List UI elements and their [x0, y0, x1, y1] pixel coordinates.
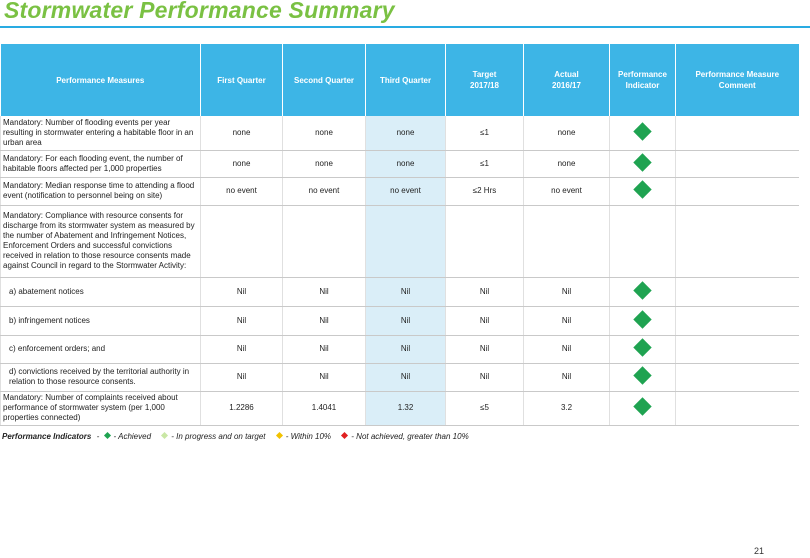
q2-cell: none [283, 150, 366, 177]
header-target-line1: Target [472, 70, 497, 79]
comment-cell [676, 150, 799, 177]
table-row [1, 205, 799, 277]
table-row [1, 306, 799, 335]
actual-cell: no event [524, 177, 610, 205]
table-row [1, 363, 799, 391]
target-cell: ≤1 [446, 116, 524, 150]
q3-cell [366, 205, 446, 277]
q2-cell: Nil [283, 306, 366, 335]
actual-cell: none [524, 150, 610, 177]
measure-cell: b) infringement notices [1, 306, 201, 335]
achieved-diamond-icon [633, 397, 651, 415]
table-row [1, 116, 799, 150]
q1-cell: Nil [201, 306, 283, 335]
q2-cell: Nil [283, 335, 366, 363]
achieved-diamond-icon [633, 153, 651, 171]
q2-cell: Nil [283, 363, 366, 391]
header-row [1, 44, 799, 116]
comment-cell [676, 277, 799, 306]
indicator-cell [610, 306, 676, 335]
legend-item [102, 432, 152, 441]
q3-cell: Nil [366, 335, 446, 363]
measure-cell: Mandatory: Median response time to attending a flood event (notification to personnel being on site) [1, 177, 201, 205]
target-cell: Nil [446, 363, 524, 391]
q3-cell: Nil [366, 363, 446, 391]
legend-item-text: - Within 10% [285, 432, 332, 441]
achieved-diamond-icon [633, 366, 651, 384]
q1-cell: none [201, 116, 283, 150]
q2-cell [283, 205, 366, 277]
page-number: 21 [754, 546, 765, 556]
target-cell [446, 205, 524, 277]
q3-cell: none [366, 150, 446, 177]
measure-cell: Mandatory: Number of flooding events per year resulting in stormwater entering a habitable floor in an urban area [1, 116, 201, 150]
q1-cell: Nil [201, 335, 283, 363]
target-cell: ≤1 [446, 150, 524, 177]
achieved-diamond-icon [103, 432, 110, 439]
comment-cell [676, 116, 799, 150]
performance-legend [2, 432, 475, 441]
measure-cell: Mandatory: Number of complaints received about performance of stormwater system (per 1,000 properties connected) [1, 391, 201, 425]
legend-item [274, 432, 331, 441]
header-target [446, 44, 524, 116]
legend-item [159, 432, 265, 441]
q1-cell: Nil [201, 277, 283, 306]
legend-item [339, 432, 468, 441]
header-comment-line2: Comment [718, 81, 756, 90]
comment-cell [676, 306, 799, 335]
q2-cell: no event [283, 177, 366, 205]
actual-cell: Nil [524, 363, 610, 391]
actual-cell: 3.2 [524, 391, 610, 425]
q3-cell: none [366, 116, 446, 150]
achieved-diamond-icon [633, 281, 651, 299]
legend-dash: - [96, 432, 100, 441]
measure-cell: Mandatory: For each flooding event, the number of habitable floors affected per 1,000 properties [1, 150, 201, 177]
indicator-cell [610, 177, 676, 205]
header-q1: First Quarter [201, 44, 283, 116]
measure-cell: Mandatory: Compliance with resource consents for discharge from its stormwater system as measured by the number of Abatement and Infringement Notices, Enforcement Orders and successful convictions received in relation to those resource consents made against Council in regard to the Stormwater Activity: [1, 205, 201, 277]
achieved-diamond-icon [633, 122, 651, 140]
indicator-cell [610, 363, 676, 391]
target-cell: Nil [446, 335, 524, 363]
table-row [1, 150, 799, 177]
indicator-cell [610, 277, 676, 306]
header-actual [524, 44, 610, 116]
actual-cell: Nil [524, 306, 610, 335]
within-10-diamond-icon [276, 432, 283, 439]
header-actual-line2: 2016/17 [552, 81, 581, 90]
actual-cell: Nil [524, 277, 610, 306]
header-comment-line1: Performance Measure [695, 70, 780, 79]
header-indicator [610, 44, 676, 116]
header-indicator-line2: Indicator [625, 81, 660, 90]
header-q3: Third Quarter [366, 44, 446, 116]
comment-cell [676, 391, 799, 425]
indicator-cell [610, 391, 676, 425]
target-cell: ≤2 Hrs [446, 177, 524, 205]
q3-cell: Nil [366, 306, 446, 335]
q2-cell: Nil [283, 277, 366, 306]
measure-cell: a) abatement notices [1, 277, 201, 306]
actual-cell: Nil [524, 335, 610, 363]
measure-cell: c) enforcement orders; and [1, 335, 201, 363]
indicator-cell [610, 150, 676, 177]
q1-cell: none [201, 150, 283, 177]
legend-item-text: - Not achieved, greater than 10% [351, 432, 469, 441]
indicator-cell [610, 116, 676, 150]
target-cell: Nil [446, 277, 524, 306]
legend-label: Performance Indicators [2, 432, 92, 441]
q2-cell: 1.4041 [283, 391, 366, 425]
page-title: Stormwater Performance Summary [4, 0, 395, 23]
actual-cell: none [524, 116, 610, 150]
achieved-diamond-icon [633, 310, 651, 328]
table-row [1, 177, 799, 205]
table-row [1, 391, 799, 425]
table-row [1, 277, 799, 306]
header-q2: Second Quarter [283, 44, 366, 116]
header-comment [676, 44, 799, 116]
q1-cell: 1.2286 [201, 391, 283, 425]
legend-item-text: - In progress and on target [171, 432, 266, 441]
achieved-diamond-icon [633, 338, 651, 356]
q2-cell: none [283, 116, 366, 150]
performance-table [0, 44, 799, 426]
q1-cell [201, 205, 283, 277]
not-achieved-diamond-icon [341, 432, 348, 439]
comment-cell [676, 363, 799, 391]
legend-item-text: - Achieved [113, 432, 152, 441]
target-cell: Nil [446, 306, 524, 335]
comment-cell [676, 205, 799, 277]
header-target-line2: 2017/18 [470, 81, 499, 90]
target-cell: ≤5 [446, 391, 524, 425]
q1-cell: no event [201, 177, 283, 205]
comment-cell [676, 177, 799, 205]
header-actual-line1: Actual [554, 70, 579, 79]
q1-cell: Nil [201, 363, 283, 391]
indicator-cell [610, 205, 676, 277]
q3-cell: no event [366, 177, 446, 205]
achieved-diamond-icon [633, 180, 651, 198]
header-indicator-line1: Performance [618, 70, 667, 79]
table-row [1, 335, 799, 363]
header-measures: Performance Measures [1, 44, 201, 116]
comment-cell [676, 335, 799, 363]
indicator-cell [610, 335, 676, 363]
q3-cell: 1.32 [366, 391, 446, 425]
title-rule [0, 26, 810, 28]
measure-cell: d) convictions received by the territorial authority in relation to those resource consents. [1, 363, 201, 391]
actual-cell [524, 205, 610, 277]
in-progress-diamond-icon [161, 432, 168, 439]
q3-cell: Nil [366, 277, 446, 306]
